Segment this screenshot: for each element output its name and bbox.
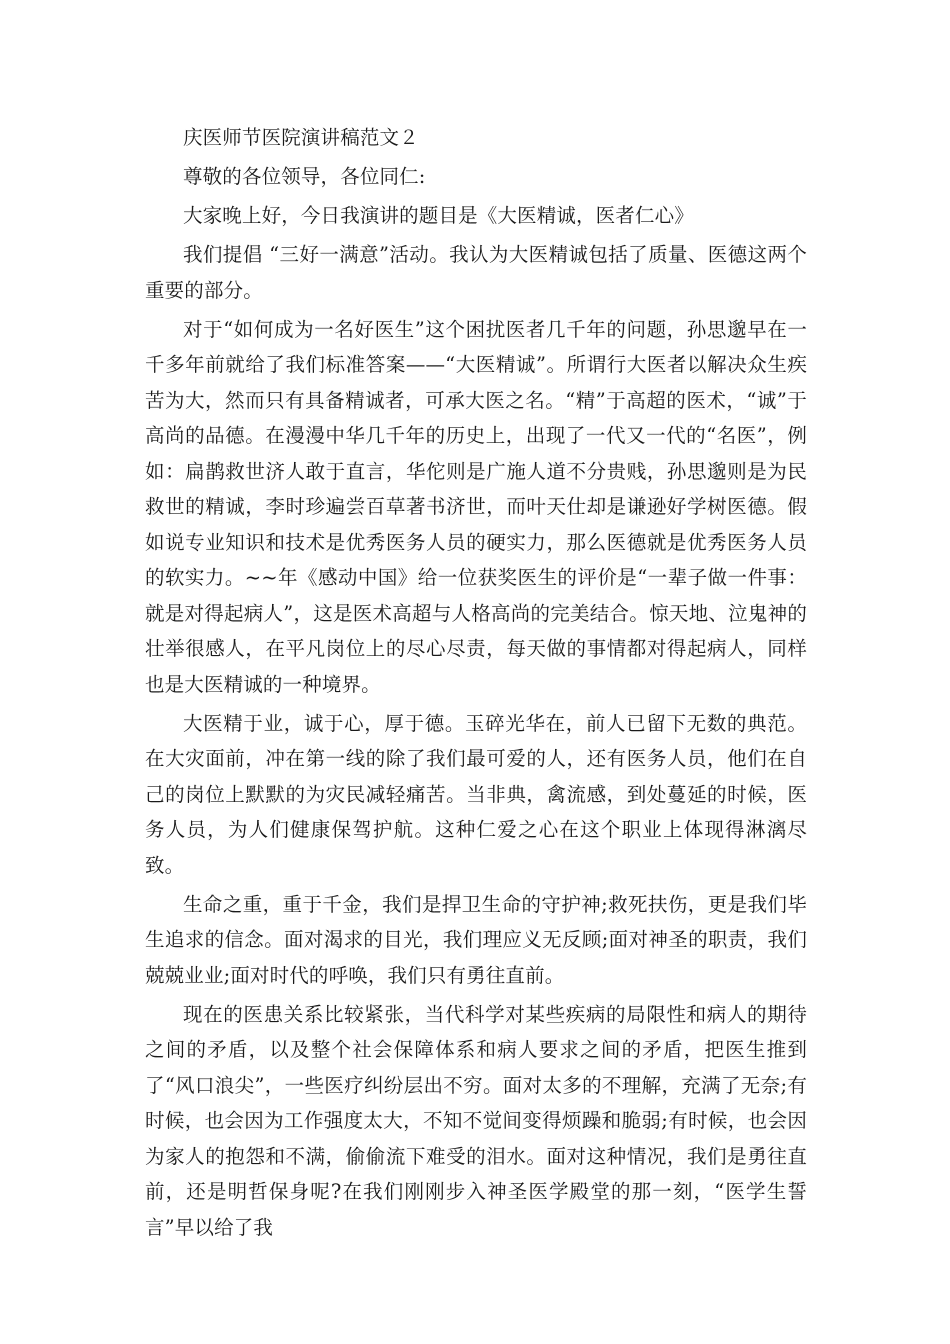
paragraph: 大医精于业，诚于心，厚于德。玉碎光华在，前人已留下无数的典范。在大灾面前，冲在第一线的除了我们最可爱的人，还有医务人员，他们在自己的岗位上默默的为灾民减轻痛苦。当非典，禽流感，到处蔓延的时候，医务人员，为人们健康保驾护航。这种仁爱之心在这个职业上体现得淋漓尽致。: [145, 711, 807, 877]
document-title: 庆医师节医院演讲稿范文２: [183, 126, 419, 149]
salutation: 尊敬的各位领导，各位同仁:: [183, 165, 426, 188]
document-body: [145, 120, 807, 1249]
paragraph: 对于“如何成为一名好医生”这个困扰医者几千年的问题，孙思邈早在一千多年前就给了我们标准答案——“大医精诚”。所谓行大医者以解决众生疾苦为大，然而只有具备精诚者，可承大医之名。“精”于高超的医术，“诚”于高尚的品德。在漫漫中华几千年的历史上，出现了一代又一代的“名医”，例如：扁鹊救世济人敢于直言，华佗则是广施人道不分贵贱，孙思邈则是为民救世的精诚，李时珍遍尝百草著书济世，而叶天仕却是谦逊好学树医德。假如说专业知识和技术是优秀医务人员的硬实力，那么医德就是优秀医务人员的软实力。~~年《感动中国》给一位获奖医生的评价是“一辈子做一件事：就是对得起病人”，这是医术高超与人格高尚的完美结合。惊天地、泣鬼神的壮举很感人，在平凡岗位上的尽心尽责，每天做的事情都对得起病人，同样也是大医精诚的一种境界。: [145, 317, 807, 696]
paragraph: 现在的医患关系比较紧张，当代科学对某些疾病的局限性和病人的期待之间的矛盾，以及整个社会保障体系和病人要求之间的矛盾，把医生推到了“风口浪尖”，一些医疗纠纷层出不穷。面对太多的不理解，充满了无奈;有时候，也会因为工作强度太大，不知不觉间变得烦躁和脆弱;有时候，也会因为家人的抱怨和不满，偷偷流下难受的泪水。面对这种情况，我们是勇往直前，还是明哲保身呢?在我们刚刚步入神圣医学殿堂的那一刻，“医学生誓言”早以给了我: [145, 1002, 807, 1239]
paragraph: 生命之重，重于千金，我们是捍卫生命的守护神;救死扶伤，更是我们毕生追求的信念。面对渴求的目光，我们理应义无反顾;面对神圣的职责，我们兢兢业业;面对时代的呼唤，我们只有勇往直前。: [145, 892, 807, 987]
paragraph: 我们提倡 “三好一满意”活动。我认为大医精诚包括了质量、医德这两个重要的部分。: [145, 243, 807, 302]
greeting: 大家晚上好，今日我演讲的题目是《大医精诚，医者仁心》: [183, 204, 694, 227]
